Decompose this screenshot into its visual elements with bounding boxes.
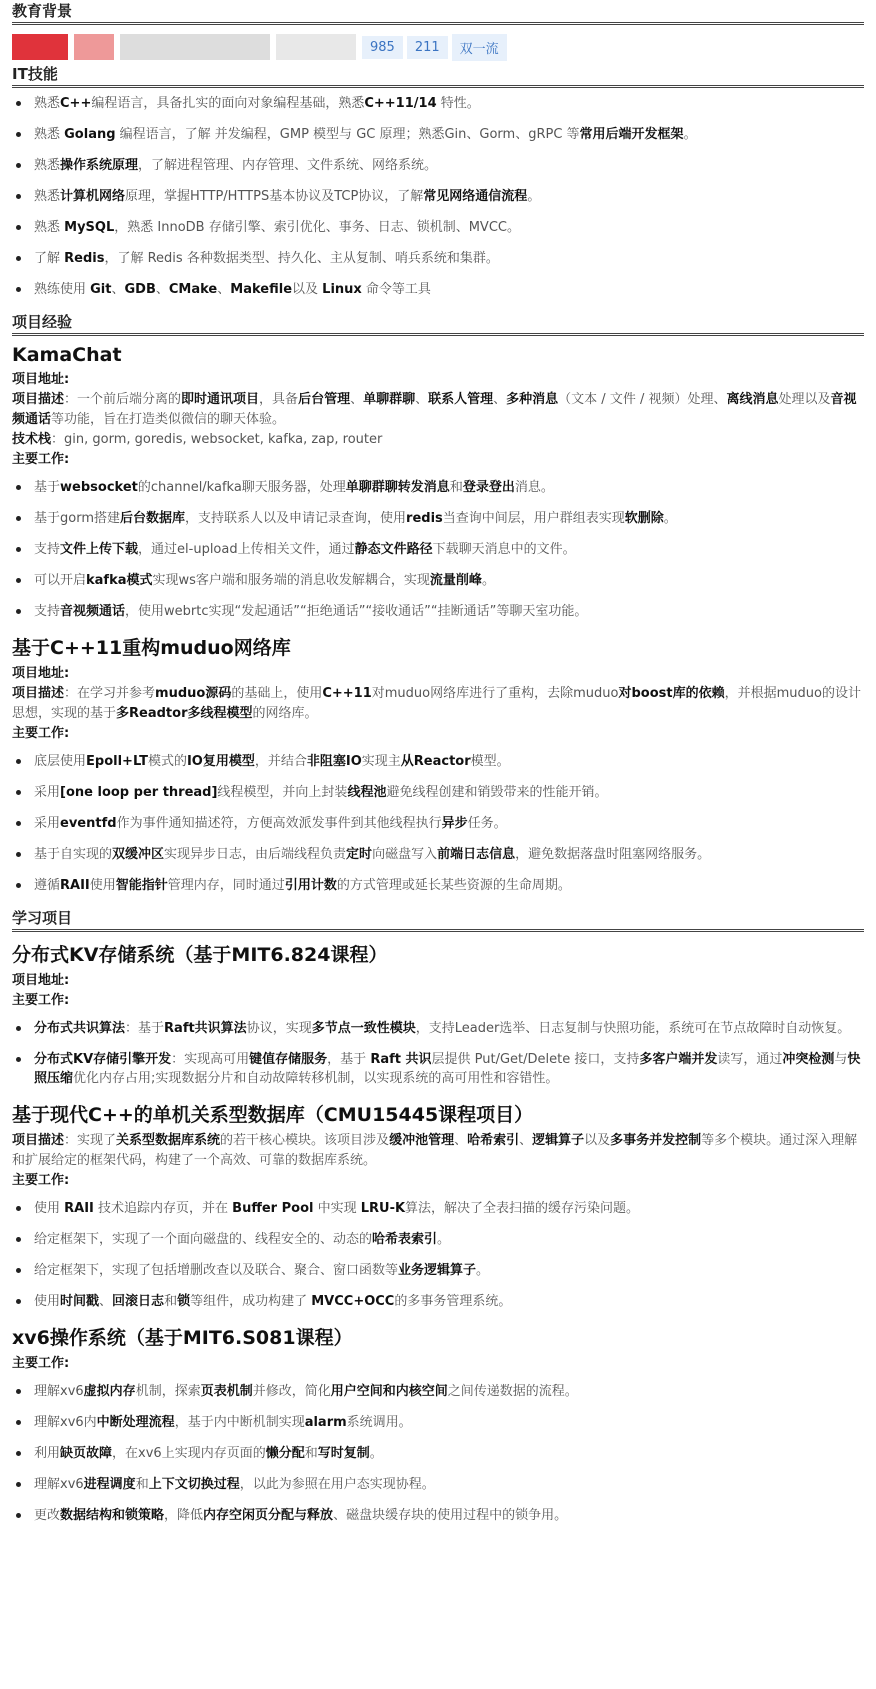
edu-tag: 985 (362, 36, 403, 59)
section-experience-title: 项目经验 (12, 311, 864, 336)
project-work-list (12, 1199, 864, 1311)
project-detail-line: 主要工作: (12, 1356, 70, 1371)
work-item: 基于gorm搭建后台数据库，支持联系人以及申请记录查询，使用redis当查询中间层，用户群组表实现软删除。 (12, 509, 864, 528)
project-work-list (12, 752, 864, 895)
project-detail-line: 项目描述：实现了关系型数据库系统的若干核心模块。该项目涉及缓冲池管理、哈希索引、逻辑算子以及多事务并发控制等多个模块。通过深入理解和扩展给定的框架代码，构建了一个高效、可靠的数据库系统。 (12, 1133, 858, 1168)
project-work-list (12, 478, 864, 621)
work-item: 底层使用Epoll+LT模式的IO复用模型，并结合非阻塞IO实现主从Reactor模型。 (12, 752, 864, 771)
work-item: 更改数据结构和锁策略，降低内存空闲页分配与释放、磁盘块缓存块的使用过程中的锁争用。 (12, 1506, 864, 1525)
work-item: 基于自实现的双缓冲区实现异步日志，由后端线程负责定时向磁盘写入前端日志信息，避免数据落盘时阻塞网络服务。 (12, 845, 864, 864)
work-item: 利用缺页故障，在xv6上实现内存页面的懒分配和写时复制。 (12, 1444, 864, 1463)
project-work-list (12, 1019, 864, 1088)
skill-item: 熟悉 MySQL，熟悉 InnoDB 存储引擎、索引优化、事务、日志、锁机制、MVCC。 (12, 218, 864, 237)
skill-item: 熟悉计算机网络原理，掌握HTTP/HTTPS基本协议及TCP协议，了解常见网络通信流程。 (12, 187, 864, 206)
project-detail-line: 项目描述：在学习并参考muduo源码的基础上，使用C++11对muduo网络库进行了重构，去除muduo对boost库的依赖，并根据muduo的设计思想，实现的基于多Readtor多线程模型的网络库。 (12, 686, 861, 721)
project-detail-line: 项目地址: (12, 666, 70, 681)
project-detail-line: 主要工作: (12, 993, 70, 1008)
redacted-block (120, 34, 270, 60)
work-item: 理解xv6进程调度和上下文切换过程，以此为参照在用户态实现协程。 (12, 1475, 864, 1494)
project-detail-line: 技术栈：gin, gorm, goredis, websocket, kafka, zap, router (12, 432, 383, 447)
experience-projects (12, 344, 864, 895)
work-item: 给定框架下，实现了一个面向磁盘的、线程安全的、动态的哈希表索引。 (12, 1230, 864, 1249)
work-item: 遵循RAII使用智能指针管理内存，同时通过引用计数的方式管理或延长某些资源的生命周期。 (12, 876, 864, 895)
it-skills-list (12, 94, 864, 299)
skill-item: 熟练使用 Git、GDB、CMake、Makefile以及 Linux 命令等工具 (12, 280, 864, 299)
redacted-block (12, 34, 68, 60)
project-title: 分布式KV存储系统（基于MIT6.824课程） (12, 944, 388, 966)
edu-tag: 双一流 (452, 34, 507, 61)
work-item: 使用 RAII 技术追踪内存页，并在 Buffer Pool 中实现 LRU-K算法，解决了全表扫描的缓存污染问题。 (12, 1199, 864, 1218)
skill-item: 熟悉C++编程语言，具备扎实的面向对象编程基础，熟悉C++11/14 特性。 (12, 94, 864, 113)
project-work-list (12, 1382, 864, 1525)
work-item: 分布式KV存储引擎开发：实现高可用键值存储服务，基于 Raft 共识层提供 Put/Get/Delete 接口，支持多客户端并发读写，通过冲突检测与快照压缩优化内存占用;实现数据分片和自动故障转移机制，以实现系统的高可用性和容错性。 (12, 1050, 864, 1088)
work-item: 支持文件上传下载，通过el-upload上传相关文件，通过静态文件路径下载聊天消息中的文件。 (12, 540, 864, 559)
work-item: 给定框架下，实现了包括增删改查以及联合、聚合、窗口函数等业务逻辑算子。 (12, 1261, 864, 1280)
work-item: 分布式共识算法：基于Raft共识算法协议，实现多节点一致性模块，支持Leader选举、日志复制与快照功能，系统可在节点故障时自动恢复。 (12, 1019, 864, 1038)
redacted-block (276, 34, 356, 60)
work-item: 理解xv6虚拟内存机制，探索页表机制并修改，简化用户空间和内核空间之间传递数据的流程。 (12, 1382, 864, 1401)
skill-item: 了解 Redis，了解 Redis 各种数据类型、持久化、主从复制、哨兵系统和集群。 (12, 249, 864, 268)
section-it-title: IT技能 (12, 63, 864, 88)
project-detail-line: 主要工作: (12, 452, 70, 467)
work-item: 基于websocket的channel/kafka聊天服务器，处理单聊群聊转发消息和登录登出消息。 (12, 478, 864, 497)
project-detail-line: 项目描述：一个前后端分离的即时通讯项目，具备后台管理、单聊群聊、联系人管理、多种消息（文本 / 文件 / 视频）处理、离线消息处理以及音视频通话等功能，旨在打造类似微信的聊天体验。 (12, 392, 857, 427)
work-item: 采用eventfd作为事件通知描述符，方便高效派发事件到其他线程执行异步任务。 (12, 814, 864, 833)
project-detail-line: 项目地址: (12, 973, 70, 988)
skill-item: 熟悉 Golang 编程语言，了解 并发编程，GMP 模型与 GC 原理；熟悉Gin、Gorm、gRPC 等常用后端开发框架。 (12, 125, 864, 144)
redacted-block (74, 34, 114, 60)
section-education-title: 教育背景 (12, 0, 864, 25)
work-item: 可以开启kafka模式实现ws客户端和服务端的消息收发解耦合，实现流量削峰。 (12, 571, 864, 590)
work-item: 理解xv6内中断处理流程，基于内中断机制实现alarm系统调用。 (12, 1413, 864, 1432)
study-projects (12, 940, 864, 1525)
edu-tag: 211 (407, 36, 448, 59)
resume-page (12, 0, 864, 1537)
work-item: 采用[one loop per thread]线程模型，并向上封装线程池避免线程创建和销毁带来的性能开销。 (12, 783, 864, 802)
project-title: 基于C++11重构muduo网络库 (12, 637, 291, 659)
skill-item: 熟悉操作系统原理，了解进程管理、内存管理、文件系统、网络系统。 (12, 156, 864, 175)
project-title: xv6操作系统（基于MIT6.S081课程） (12, 1327, 353, 1349)
education-row (12, 31, 864, 63)
work-item: 支持音视频通话，使用webrtc实现“发起通话”“拒绝通话”“接收通话”“挂断通话”等聊天室功能。 (12, 602, 864, 621)
project-detail-line: 主要工作: (12, 1173, 70, 1188)
project-detail-line: 主要工作: (12, 726, 70, 741)
project-title: KamaChat (12, 344, 122, 366)
project-title: 基于现代C++的单机关系型数据库（CMU15445课程项目） (12, 1104, 534, 1126)
project-detail-line: 项目地址: (12, 372, 70, 387)
work-item: 使用时间戳、回滚日志和锁等组件，成功构建了 MVCC+OCC的多事务管理系统。 (12, 1292, 864, 1311)
section-study-title: 学习项目 (12, 907, 864, 932)
